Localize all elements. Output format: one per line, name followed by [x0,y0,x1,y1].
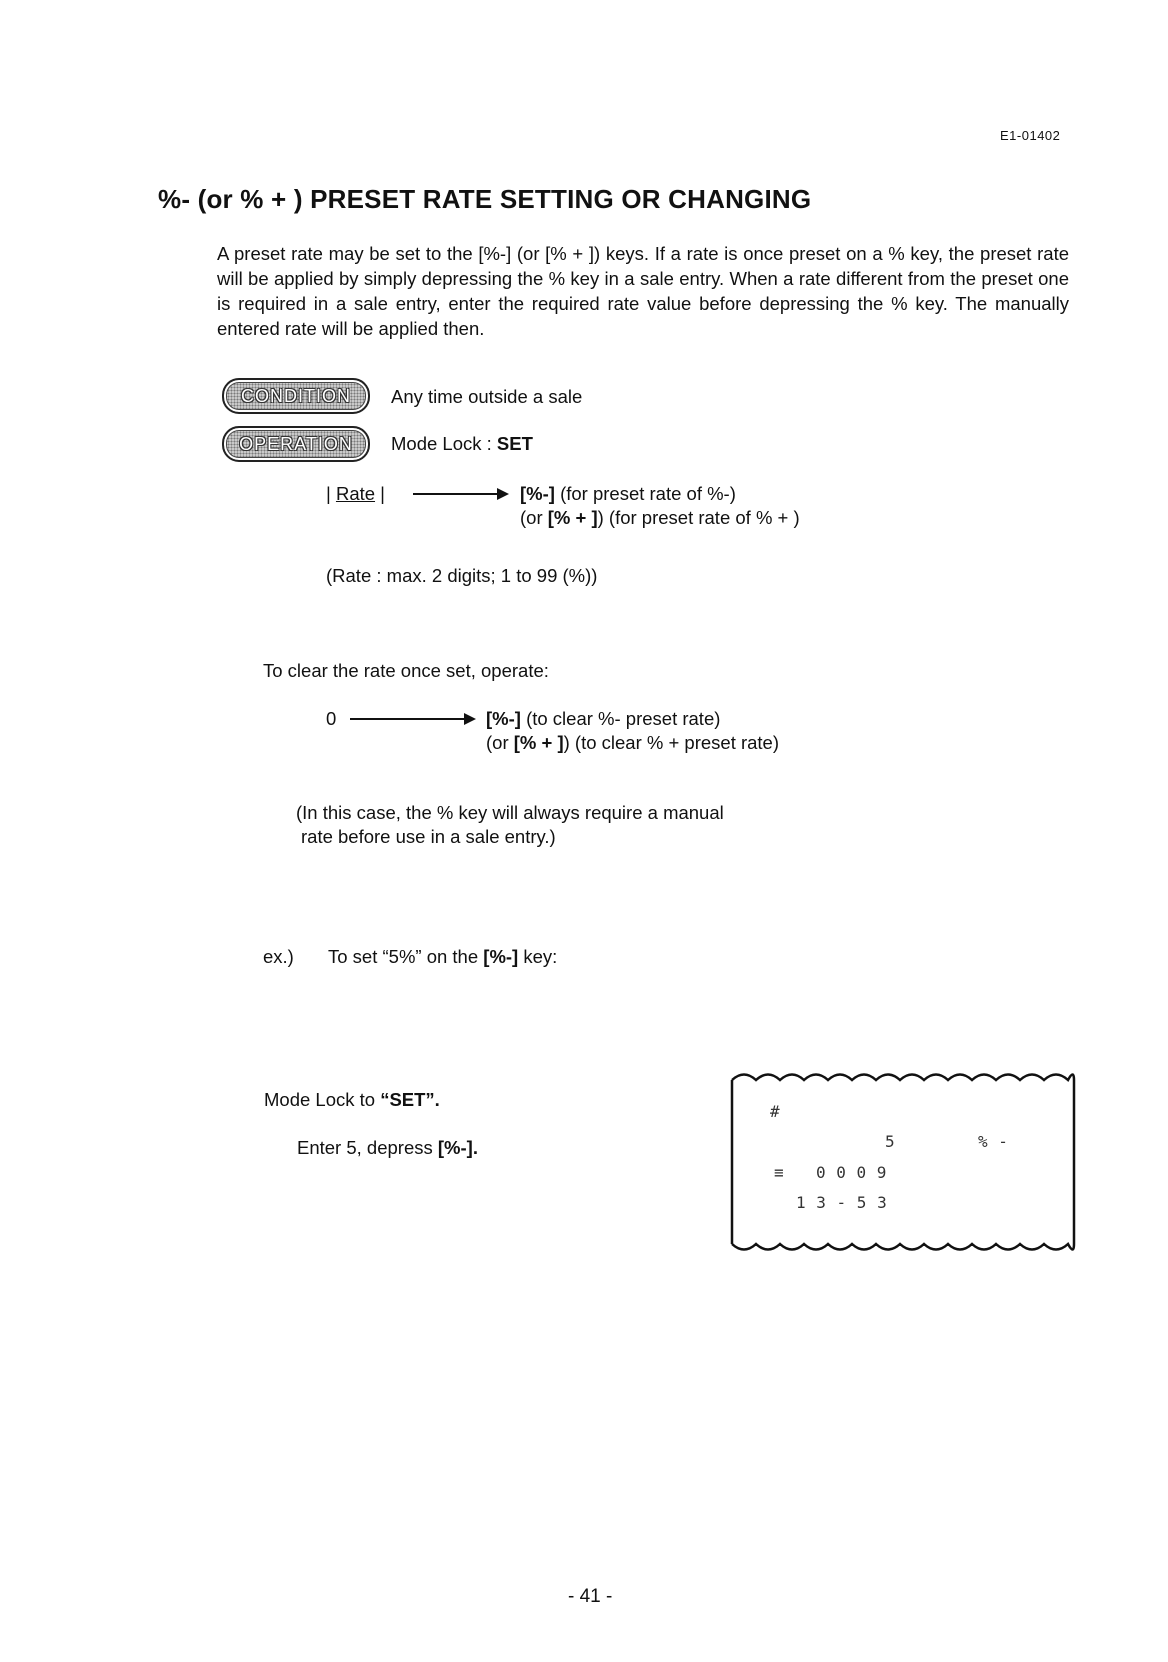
receipt-line3-value: 0 0 0 9 [816,1163,887,1182]
clear-key2-desc: ) (to clear % + preset rate) [563,732,780,753]
clear-note-line1: (In this case, the % key will always require a manual [296,802,724,823]
example-prefix: ex.) [263,946,294,967]
condition-badge: CONDITION [222,378,370,414]
example-step2-pre: Enter 5, depress [297,1137,438,1158]
clear-key1-desc: (to clear %- preset rate) [520,708,721,729]
set-key2-line [520,507,800,529]
intro-paragraph: A preset rate may be set to the [%-] (or [% + ]) keys. If a rate is once preset on a % key, the preset rate will be applied by simply depressing the % key in a sale entry. When a rate different from the preset one is required in a sale entry, enter the required rate value before depressing the % key. The manually entered rate will be applied then. [217,243,1069,339]
rate-input [326,483,385,505]
receipt-bottom-edge [732,1244,1074,1250]
clear-key1-line [486,708,720,730]
example-step1-value: “SET”. [380,1089,440,1110]
key-percent-plus: [% + ] [547,507,598,528]
set-key1-line [520,483,736,505]
receipt-line3-prefix: ≡ [774,1163,785,1182]
receipt-border [730,1068,1076,1256]
rate-bar-right: | [375,483,385,504]
mode-lock-label: Mode Lock : [391,433,497,454]
rate-bar-left: | [326,483,336,504]
clear-flow-arrow [350,718,474,720]
example-text-pre: To set “5%” on the [328,946,484,967]
page-number: - 41 - [568,1586,613,1607]
document-id: E1-01402 [1000,128,1061,143]
clear-key2-pre: (or [486,732,514,753]
key-percent-minus: [%-] [520,483,555,504]
clear-key-percent-minus: [%-] [486,708,521,729]
condition-text: Any time outside a sale [391,386,583,407]
example-step2-key: [%-]. [437,1137,478,1158]
rate-input-label: Rate [335,483,376,504]
set-key1-desc: (for preset rate of %-) [554,483,736,504]
example-step1-pre: Mode Lock to [264,1089,381,1110]
set-flow-arrow [413,493,507,495]
clear-key-percent-plus: [% + ] [513,732,564,753]
receipt [730,1068,1076,1256]
set-key2-desc: ) (for preset rate of % + ) [597,507,800,528]
example-step2 [297,1137,478,1159]
example-text [328,946,557,968]
clear-intro: To clear the rate once set, operate: [263,660,549,681]
receipt-top-edge [732,1075,1074,1081]
mode-lock-value: SET [496,433,533,454]
page-title: %- (or % + ) PRESET RATE SETTING OR CHANGING [158,184,812,214]
clear-note-line2: rate before use in a sale entry.) [301,826,556,847]
set-key2-pre: (or [520,507,548,528]
example-step1 [264,1089,440,1111]
operation-badge: OPERATION [222,426,370,462]
clear-input: 0 [326,708,337,729]
clear-key2-line [486,732,779,754]
receipt-line4: 1 3 - 5 3 [796,1193,888,1212]
example-text-post: key: [518,946,558,967]
receipt-line2-key: % - [978,1132,1009,1151]
example-key: [%-] [483,946,519,967]
operation-text [391,433,533,455]
rate-note: (Rate : max. 2 digits; 1 to 99 (%)) [326,565,598,586]
receipt-line2-value: 5 [885,1132,896,1151]
receipt-line1: # [770,1102,781,1121]
